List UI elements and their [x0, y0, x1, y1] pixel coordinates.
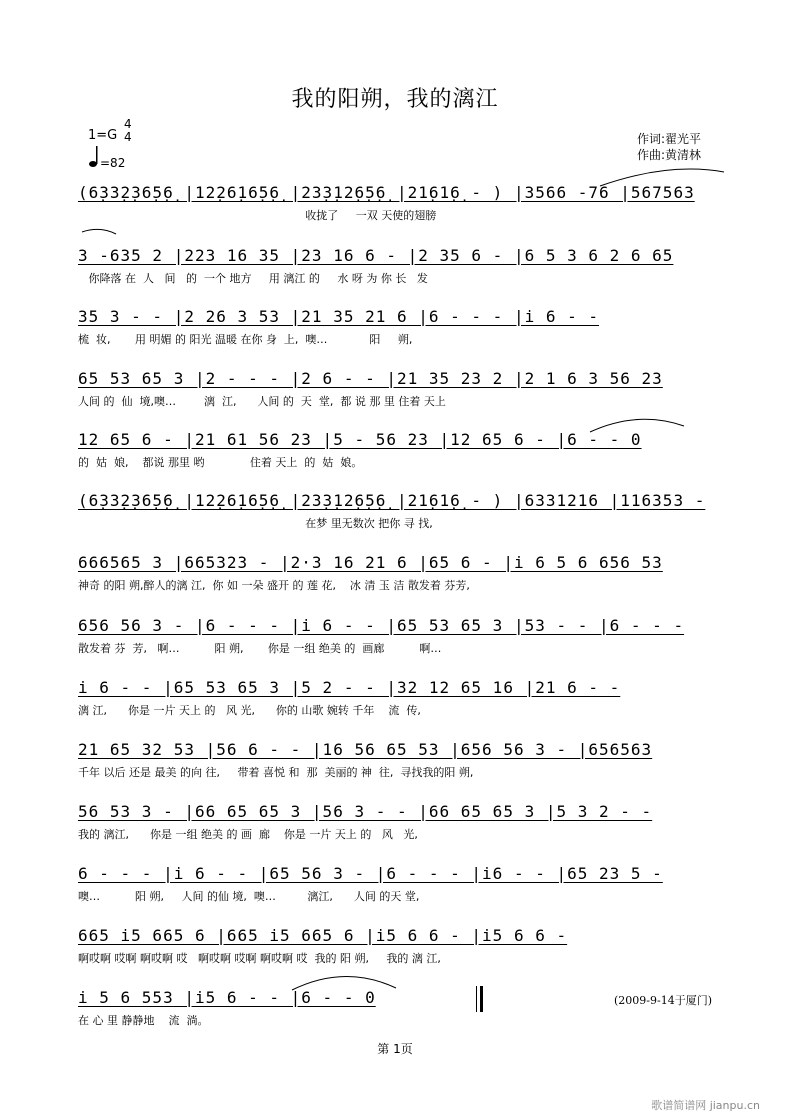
notation-line: (6̣33̣2̣36̣5̣6̣ |12̣26̣16̣5̣6̣ |23̣3̣12̣6̣5̣6̣ |21̣61̣6̣ - ) |6331216 |116353 - — [78, 491, 706, 510]
time-sig-top: 4 — [124, 117, 132, 131]
time-sig-bottom: 4 — [124, 130, 132, 144]
lyrics-line: 啊哎啊 哎啊 啊哎啊 哎 啊哎啊 哎啊 啊哎啊 哎 我的 阳 朔, 我的 漓 江, — [78, 952, 441, 965]
notation-line: 56 53 3 - |66 65 65 3 |56 3 - - |66 65 65 3 |5 3 2 - - — [78, 802, 653, 821]
slur-mark — [598, 168, 728, 188]
lyrics-line: 噢… 阳 朔, 人间 的仙 境, 噢… 漓江, 人间 的天 堂, — [78, 890, 420, 903]
lyrics-line: 神奇 的阳 朔,醉人的漓 江, 你 如 一朵 盛开 的 莲 花, 冰 清 玉 洁 散发着 芬芳, — [78, 579, 470, 592]
notation-line: i 6 - - |65 53 65 3 |5 2 - - |32 12 65 16 |21 6 - - — [78, 678, 621, 697]
notation-line: 65 53 65 3 |2 - - - |2 6 - - |21 35 23 2 |2 1 6 3 56 23 — [78, 369, 663, 388]
lyrics-line: 的 姑 娘, 都说 那里 哟 住着 天上 的 姑 娘。 — [78, 456, 363, 469]
notation-line: 3 -635 2 |223 16 35 |23 16 6 - |2 35 6 - |6 5 3 6 2 6 65 — [78, 246, 674, 265]
composer-credit: 作曲:黄清林 — [637, 148, 702, 162]
notation-line: 656 56 3 - |6 - - - |i 6 - - |65 53 65 3 |53 - - |6 - - - — [78, 616, 685, 635]
lyricist-credit: 作词:翟光平 — [637, 132, 702, 146]
notation-line: (6̣33̣2̣36̣5̣6̣ |12̣26̣16̣5̣6̣ |23̣3̣12̣6̣5̣6̣ |21̣61̣6̣ - ) |3566 -76 |567563 — [78, 183, 695, 202]
notation-line: 21 65 32 53 |56 6 - - |16 56 65 53 |656 56 3 - |656563 — [78, 740, 653, 759]
tempo-marking: =82 — [100, 156, 126, 170]
lyrics-line: 在梦 里无数次 把你 寻 找, — [78, 517, 433, 530]
lyrics-line: 梳 妆, 用 明媚 的 阳光 温暖 在你 身 上, 噢… 阳 朔, — [78, 333, 413, 346]
notation-line: 666565 3 |665323 - |2·3 16 21 6 |65 6 - |i 6 5 6 656 53 — [78, 553, 663, 572]
notation-line: 12 65 6 - |21 61 56 23 |5 - 56 23 |12 65 6 - |6 - - 0 — [78, 430, 642, 449]
slur-mark — [80, 228, 120, 248]
lyrics-line: 人间 的 仙 境,噢… 漓 江, 人间 的 天 堂, 都 说 那 里 住着 天上 — [78, 395, 446, 408]
final-barline — [480, 986, 483, 1012]
lyrics-line: 漓 江, 你是 一片 天上 的 风 光, 你的 山歌 婉转 千年 流 传, — [78, 704, 421, 717]
lyrics-line: 你降落 在 人 间 的 一个 地方 用 漓江 的 水 呀 为 你 长 发 — [78, 272, 428, 285]
lyrics-line: 收拢了 一双 天使的翅膀 — [78, 209, 437, 222]
notation-line: 6 - - - |i 6 - - |65 56 3 - |6 - - - |i6 - - |65 23 5 - — [78, 864, 663, 883]
key-signature: 1=G — [88, 128, 118, 143]
lyrics-line: 千年 以后 还是 最美 的向 往, 带着 喜悦 和 那 美丽的 神 往, 寻找我的阳 朔, — [78, 766, 474, 779]
song-title: 我的阳朔，我的漓江 — [291, 87, 499, 112]
time-signature — [124, 118, 132, 144]
final-barline-thin — [476, 986, 477, 1012]
notation-line: i 5 6 553 |i5 6 - - |6 - - 0 — [78, 988, 376, 1007]
date-place-note: (2009-9-14于厦门) — [613, 994, 712, 1007]
lyrics-line: 我的 漓江, 你是 一组 绝美 的 画 廊 你是 一片 天上 的 风 光, — [78, 828, 418, 841]
notation-line: 35 3 - - |2 26 3 53 |21 35 21 6 |6 - - - |i 6 - - — [78, 307, 600, 326]
site-watermark: 歌谱简谱网 jianpu.cn — [651, 1099, 760, 1112]
lyrics-line: 在 心 里 静静地 流 淌。 — [78, 1014, 209, 1027]
slur-mark — [290, 970, 400, 992]
notation-line: 665 i5 665 6 |665 i5 665 6 |i5 6 6 - |i5 6 6 - — [78, 926, 568, 945]
lyrics-line: 散发着 芬 芳, 啊… 阳 朔, 你是 一组 绝美 的 画廊 啊… — [78, 642, 442, 655]
slur-mark — [588, 416, 688, 436]
page-number: 第 1页 — [377, 1042, 413, 1056]
